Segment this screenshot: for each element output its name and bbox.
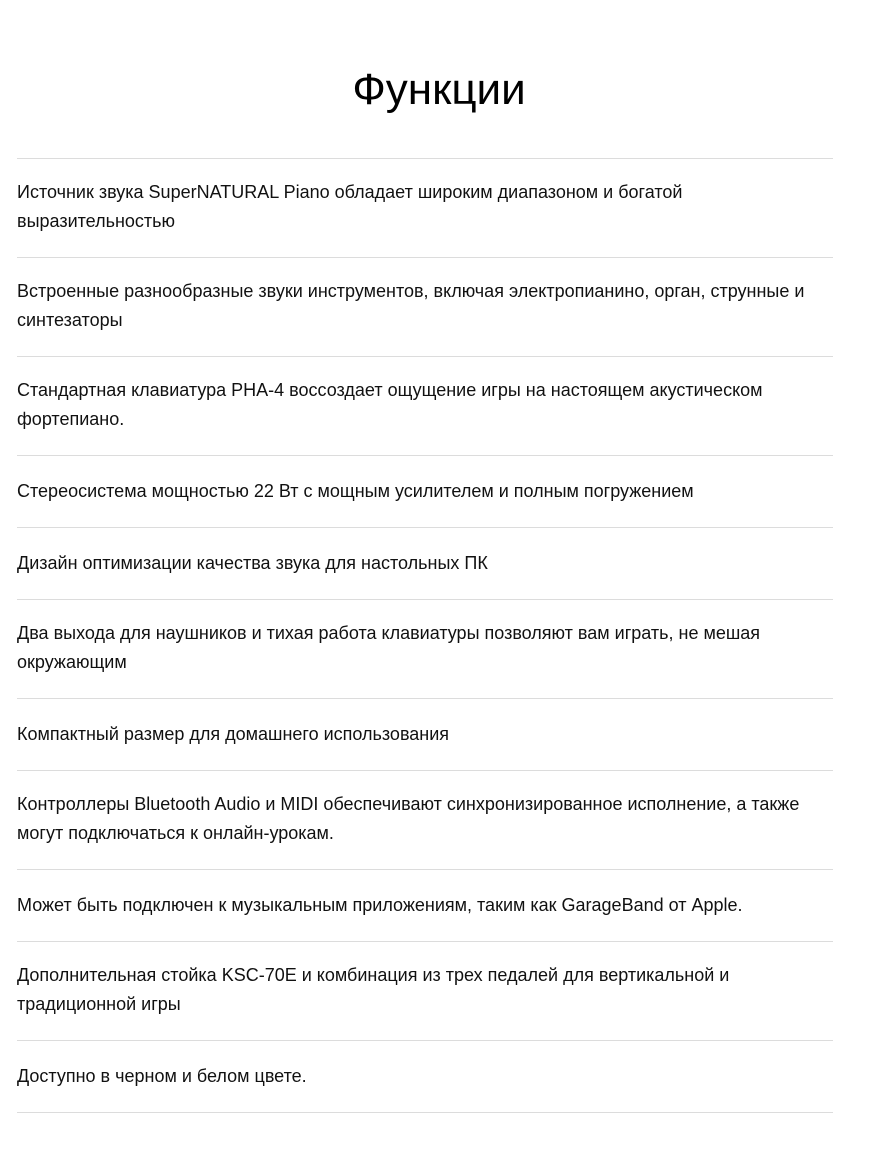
feature-item: Дизайн оптимизации качества звука для настольных ПК	[17, 528, 833, 600]
feature-item: Стандартная клавиатура PHA-4 воссоздает ощущение игры на настоящем акустическом фортепиано.	[17, 357, 833, 456]
feature-item: Два выхода для наушников и тихая работа клавиатуры позволяют вам играть, не мешая окружающим	[17, 600, 833, 699]
feature-item: Стереосистема мощностью 22 Вт с мощным усилителем и полным погружением	[17, 456, 833, 528]
features-list	[17, 158, 833, 1113]
feature-item: Встроенные разнообразные звуки инструментов, включая электропианино, орган, струнные и синтезаторы	[17, 258, 833, 357]
feature-item: Может быть подключен к музыкальным приложениям, таким как GarageBand от Apple.	[17, 870, 833, 942]
feature-item: Дополнительная стойка KSC-70E и комбинация из трех педалей для вертикальной и традиционной игры	[17, 942, 833, 1041]
feature-item: Доступно в черном и белом цвете.	[17, 1041, 833, 1113]
feature-item: Контроллеры Bluetooth Audio и MIDI обеспечивают синхронизированное исполнение, а также могут подключаться к онлайн-урокам.	[17, 771, 833, 870]
feature-item: Источник звука SuperNATURAL Piano обладает широким диапазоном и богатой выразительностью	[17, 159, 833, 258]
feature-item: Компактный размер для домашнего использования	[17, 699, 833, 771]
page-title: Функции	[352, 65, 526, 114]
